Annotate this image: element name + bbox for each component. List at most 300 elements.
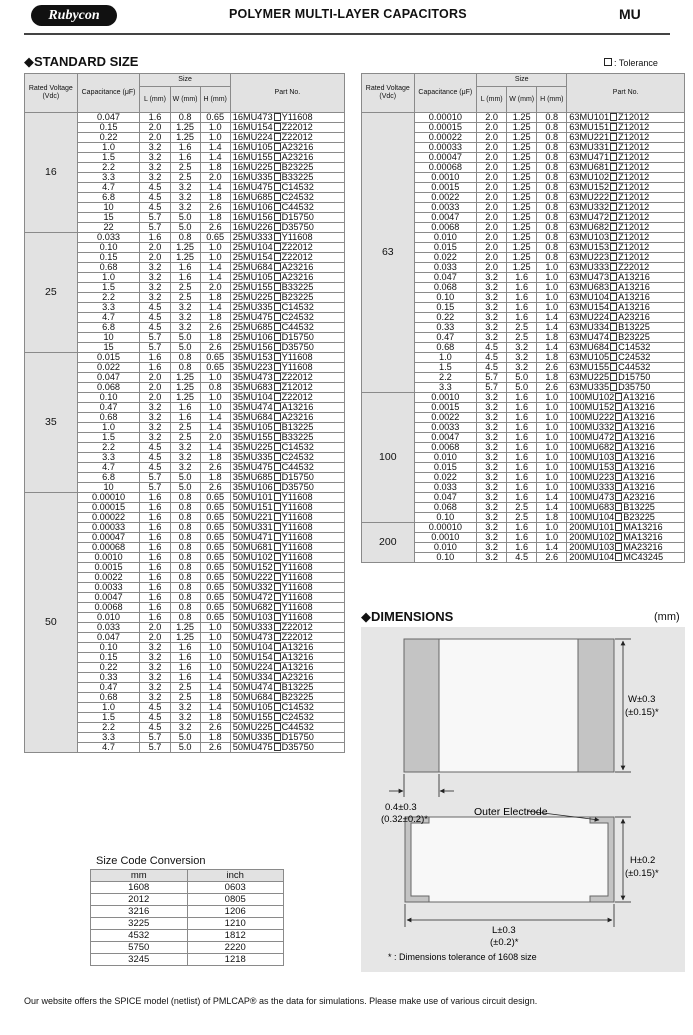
part-no-cell <box>230 393 344 403</box>
part-no-cell <box>567 483 685 493</box>
capacitance-cell: 0.00047 <box>77 533 140 543</box>
capacitance-cell: 0.10 <box>414 293 477 303</box>
size-w-cell: 3.2 <box>170 203 200 213</box>
capacitance-cell: 0.00010 <box>77 493 140 503</box>
part-no-cell <box>230 663 344 673</box>
part-suffix: B13225 <box>618 322 650 332</box>
size-h-cell: 1.8 <box>200 213 230 223</box>
part-suffix: Y11608 <box>281 552 313 562</box>
part-no-cell <box>567 413 685 423</box>
size-w-cell: 1.25 <box>170 383 200 393</box>
capacitance-cell: 0.22 <box>77 663 140 673</box>
tolerance-box-icon <box>615 543 622 551</box>
size-l-cell: 1.6 <box>140 603 170 613</box>
size-l-cell: 4.5 <box>140 203 170 213</box>
size-h-cell: 2.6 <box>200 743 230 753</box>
tolerance-legend <box>604 58 658 68</box>
size-l-cell: 2.0 <box>477 233 507 243</box>
part-no-cell <box>230 463 344 473</box>
size-w-cell: 0.8 <box>170 523 200 533</box>
size-h-cell: 1.8 <box>200 713 230 723</box>
size-h-cell: 1.8 <box>200 293 230 303</box>
part-no-cell <box>567 463 685 473</box>
part-prefix: 16MU156 <box>232 212 273 222</box>
part-suffix: Z12012 <box>618 242 650 252</box>
part-prefix: 50MU472 <box>232 592 273 602</box>
size-h-cell: 1.0 <box>200 663 230 673</box>
part-prefix: 50MU152 <box>232 562 273 572</box>
part-no-cell <box>230 383 344 393</box>
size-h-cell: 1.4 <box>200 683 230 693</box>
capacitance-cell: 0.0022 <box>414 413 477 423</box>
tolerance-box-icon <box>274 323 281 331</box>
h-tol-label: (±0.15)* <box>625 868 659 879</box>
part-prefix: 50MU335 <box>232 732 273 742</box>
size-l-cell: 3.2 <box>477 283 507 293</box>
tolerance-box-icon <box>615 413 622 421</box>
size-code-col-inch: inch <box>187 870 284 882</box>
size-h-cell: 0.8 <box>537 233 567 243</box>
part-prefix: 25MU684 <box>232 262 273 272</box>
part-prefix: 35MU475 <box>232 462 273 472</box>
capacitance-cell: 0.0068 <box>414 443 477 453</box>
size-l-cell: 1.6 <box>140 583 170 593</box>
tolerance-box-icon <box>610 233 617 241</box>
table-row <box>91 882 284 894</box>
size-l-cell: 2.0 <box>477 123 507 133</box>
size-w-cell: 3.2 <box>170 323 200 333</box>
size-code-inch: 1812 <box>187 930 284 942</box>
tolerance-box-icon <box>610 243 617 251</box>
capacitance-cell: 0.0047 <box>414 433 477 443</box>
part-no-cell <box>230 703 344 713</box>
part-no-cell <box>567 383 685 393</box>
part-suffix: Z12012 <box>618 132 650 142</box>
size-h-cell: 1.8 <box>200 693 230 703</box>
tolerance-box-icon <box>274 153 281 161</box>
part-suffix: Z22012 <box>281 632 313 642</box>
capacitance-cell: 4.7 <box>77 463 140 473</box>
size-w-cell: 0.8 <box>170 533 200 543</box>
size-w-cell: 2.5 <box>170 173 200 183</box>
part-prefix: 200MU104 <box>569 552 615 562</box>
capacitance-cell: 0.015 <box>77 353 140 363</box>
part-prefix: 50MU682 <box>232 602 273 612</box>
part-suffix: Z22012 <box>618 262 650 272</box>
col-w: W (mm) <box>170 87 200 113</box>
size-l-cell: 3.2 <box>477 293 507 303</box>
capacitance-cell: 6.8 <box>77 193 140 203</box>
part-prefix: 100MU332 <box>569 422 615 432</box>
part-suffix: C44532 <box>281 722 314 732</box>
size-h-cell: 0.65 <box>200 113 230 123</box>
part-no-cell <box>230 423 344 433</box>
size-w-cell: 1.6 <box>507 463 537 473</box>
part-no-cell <box>567 543 685 553</box>
rated-voltage-cell: 25 <box>25 233 78 353</box>
capacitance-cell: 0.047 <box>414 493 477 503</box>
size-w-cell: 3.2 <box>170 313 200 323</box>
size-w-cell: 2.5 <box>170 433 200 443</box>
part-suffix: B33225 <box>281 282 314 292</box>
size-w-cell: 2.5 <box>507 513 537 523</box>
part-suffix: B33225 <box>281 172 314 182</box>
tolerance-box-icon <box>274 743 281 751</box>
capacitance-cell: 15 <box>77 213 140 223</box>
tolerance-box-icon <box>610 383 617 391</box>
size-h-cell: 2.6 <box>200 483 230 493</box>
capacitance-cell: 3.3 <box>414 383 477 393</box>
part-prefix: 35MU153 <box>232 352 273 362</box>
size-l-cell: 3.2 <box>140 663 170 673</box>
part-suffix: MA23216 <box>623 542 663 552</box>
size-h-cell: 0.8 <box>537 213 567 223</box>
part-suffix: Y11608 <box>281 592 313 602</box>
size-w-cell: 1.6 <box>507 413 537 423</box>
size-l-cell: 3.2 <box>477 503 507 513</box>
size-code-inch: 1210 <box>187 918 284 930</box>
size-w-cell: 1.25 <box>170 123 200 133</box>
size-h-cell: 0.65 <box>200 523 230 533</box>
capacitance-cell: 0.022 <box>77 363 140 373</box>
capacitance-cell: 0.00010 <box>414 523 477 533</box>
size-h-cell: 0.65 <box>200 233 230 243</box>
size-h-cell: 1.4 <box>200 443 230 453</box>
size-l-cell: 2.0 <box>477 133 507 143</box>
size-l-cell: 1.6 <box>140 503 170 513</box>
part-no-cell <box>567 363 685 373</box>
part-suffix: Z22012 <box>281 122 313 132</box>
capacitance-cell: 2.2 <box>77 163 140 173</box>
part-suffix: MA13216 <box>623 532 663 542</box>
part-no-cell <box>567 393 685 403</box>
size-h-cell: 1.8 <box>200 453 230 463</box>
tolerance-box-icon <box>615 393 622 401</box>
size-l-cell: 2.0 <box>477 153 507 163</box>
size-h-cell: 0.65 <box>200 583 230 593</box>
tolerance-box-icon <box>610 283 617 291</box>
part-prefix: 25MU333 <box>232 232 273 242</box>
capacitance-cell: 10 <box>77 333 140 343</box>
size-w-cell: 5.0 <box>170 743 200 753</box>
part-prefix: 25MU104 <box>232 242 273 252</box>
size-code-inch: 2220 <box>187 942 284 954</box>
table-row <box>91 942 284 954</box>
size-l-cell: 3.2 <box>140 643 170 653</box>
col-capacitance: Capacitance (μF) <box>77 74 140 113</box>
tolerance-box-icon <box>274 313 281 321</box>
tolerance-box-icon <box>274 283 281 291</box>
size-h-cell: 0.65 <box>200 603 230 613</box>
part-prefix: 35MU225 <box>232 442 273 452</box>
size-l-cell: 3.2 <box>477 513 507 523</box>
size-w-cell: 0.8 <box>170 513 200 523</box>
capacitance-cell: 1.5 <box>77 713 140 723</box>
tolerance-box-icon <box>274 363 281 371</box>
l-tol-label: (±0.2)* <box>490 937 519 948</box>
tolerance-box-icon <box>274 453 281 461</box>
part-suffix: C24532 <box>281 712 314 722</box>
size-l-cell: 3.2 <box>477 303 507 313</box>
capacitance-cell: 0.0033 <box>414 423 477 433</box>
size-l-cell: 3.2 <box>477 473 507 483</box>
part-prefix: 25MU105 <box>232 272 273 282</box>
size-l-cell: 3.2 <box>477 273 507 283</box>
dimensions-heading: ◆DIMENSIONS <box>361 609 454 624</box>
part-no-cell <box>230 263 344 273</box>
size-l-cell: 4.5 <box>140 183 170 193</box>
size-h-cell: 0.8 <box>537 253 567 263</box>
part-prefix: 35MU106 <box>232 482 273 492</box>
part-suffix: Y11608 <box>281 602 313 612</box>
size-h-cell: 1.0 <box>200 633 230 643</box>
size-h-cell: 1.4 <box>200 423 230 433</box>
part-prefix: 63MU152 <box>569 182 610 192</box>
part-prefix: 50MU475 <box>232 742 273 752</box>
size-h-cell: 2.6 <box>200 223 230 233</box>
part-no-cell <box>567 173 685 183</box>
size-h-cell: 1.8 <box>200 473 230 483</box>
capacitance-cell: 0.022 <box>414 473 477 483</box>
part-prefix: 63MU681 <box>569 162 610 172</box>
capacitance-cell: 0.0010 <box>414 393 477 403</box>
capacitance-cell: 0.00068 <box>77 543 140 553</box>
capacitance-cell: 6.8 <box>77 323 140 333</box>
part-no-cell <box>230 643 344 653</box>
part-suffix: Y11608 <box>281 582 313 592</box>
part-prefix: 63MU331 <box>569 142 610 152</box>
part-no-cell <box>230 363 344 373</box>
size-l-cell: 1.6 <box>140 493 170 503</box>
size-w-cell: 3.2 <box>170 453 200 463</box>
size-h-cell: 1.0 <box>537 273 567 283</box>
part-no-cell <box>567 193 685 203</box>
rated-voltage-cell: 200 <box>362 523 415 563</box>
part-no-cell <box>230 733 344 743</box>
part-suffix: Z12012 <box>618 152 650 162</box>
part-suffix: C14532 <box>281 302 314 312</box>
size-l-cell: 1.6 <box>140 593 170 603</box>
tolerance-box-icon <box>274 133 281 141</box>
col-h: H (mm) <box>537 87 567 113</box>
size-h-cell: 2.6 <box>200 463 230 473</box>
size-l-cell: 3.2 <box>140 673 170 683</box>
size-h-cell: 1.0 <box>537 433 567 443</box>
capacitance-cell: 0.010 <box>414 453 477 463</box>
capacitance-cell: 4.7 <box>77 313 140 323</box>
size-h-cell: 1.0 <box>537 463 567 473</box>
size-w-cell: 0.8 <box>170 503 200 513</box>
series-name: MU <box>619 6 641 22</box>
size-l-cell: 4.5 <box>140 443 170 453</box>
size-l-cell: 1.6 <box>140 113 170 123</box>
part-suffix: Z12012 <box>618 162 650 172</box>
standard-size-table-left <box>24 73 345 753</box>
part-prefix: 100MU683 <box>569 502 615 512</box>
part-prefix: 100MU153 <box>569 462 615 472</box>
size-l-cell: 3.2 <box>477 543 507 553</box>
part-prefix: 16MU685 <box>232 192 273 202</box>
part-no-cell <box>230 403 344 413</box>
e-label: 0.4±0.3 <box>385 802 417 813</box>
capacitance-cell: 0.22 <box>77 133 140 143</box>
size-h-cell: 0.8 <box>537 243 567 253</box>
size-h-cell: 1.4 <box>200 183 230 193</box>
standard-size-table-right <box>361 73 685 563</box>
part-suffix: A13216 <box>623 422 655 432</box>
size-w-cell: 1.25 <box>507 193 537 203</box>
part-suffix: Y11608 <box>281 562 313 572</box>
size-h-cell: 1.4 <box>200 263 230 273</box>
capacitance-cell: 0.0010 <box>414 533 477 543</box>
col-size: Size <box>140 74 230 87</box>
size-w-cell: 3.2 <box>507 343 537 353</box>
part-suffix: Z22012 <box>281 132 313 142</box>
tolerance-box-icon <box>610 323 617 331</box>
table-row <box>362 393 685 403</box>
part-prefix: 35MU683 <box>232 382 273 392</box>
part-no-cell <box>230 653 344 663</box>
size-l-cell: 3.2 <box>140 273 170 283</box>
part-prefix: 35MU105 <box>232 422 273 432</box>
capacitance-cell: 0.0068 <box>77 603 140 613</box>
capacitance-cell: 0.0015 <box>77 563 140 573</box>
size-w-cell: 5.0 <box>170 473 200 483</box>
capacitance-cell: 0.47 <box>414 333 477 343</box>
tolerance-box-icon <box>610 313 617 321</box>
size-h-cell: 1.4 <box>200 273 230 283</box>
part-prefix: 50MU331 <box>232 522 273 532</box>
part-no-cell <box>230 523 344 533</box>
size-l-cell: 2.0 <box>477 253 507 263</box>
tolerance-box-icon <box>274 243 281 251</box>
size-w-cell: 1.25 <box>507 173 537 183</box>
size-code-mm: 1608 <box>91 882 188 894</box>
size-h-cell: 1.4 <box>200 303 230 313</box>
size-w-cell: 1.25 <box>170 373 200 383</box>
tolerance-box-icon <box>274 173 281 181</box>
capacitance-cell: 1.5 <box>77 153 140 163</box>
part-no-cell <box>230 543 344 553</box>
size-l-cell: 2.0 <box>477 143 507 153</box>
size-l-cell: 2.0 <box>140 623 170 633</box>
tolerance-box-icon <box>274 543 281 551</box>
tolerance-box-icon <box>615 423 622 431</box>
part-suffix: C24532 <box>281 192 314 202</box>
rated-voltage-cell: 63 <box>362 113 415 393</box>
size-h-cell: 1.4 <box>200 673 230 683</box>
tolerance-box-icon <box>610 253 617 261</box>
size-w-cell: 1.6 <box>170 653 200 663</box>
size-w-cell: 2.5 <box>507 323 537 333</box>
part-prefix: 100MU152 <box>569 402 615 412</box>
size-h-cell: 0.65 <box>200 513 230 523</box>
table-row <box>25 233 345 243</box>
tolerance-box-icon <box>274 483 281 491</box>
capacitance-cell: 0.68 <box>77 693 140 703</box>
capacitance-cell: 0.10 <box>77 393 140 403</box>
part-suffix: A23216 <box>281 412 314 422</box>
part-prefix: 63MU155 <box>569 362 610 372</box>
part-suffix: C14532 <box>281 182 314 192</box>
part-no-cell <box>230 233 344 243</box>
size-w-cell: 5.0 <box>507 373 537 383</box>
capacitance-cell: 0.0047 <box>77 593 140 603</box>
part-prefix: 50MU225 <box>232 722 273 732</box>
part-no-cell <box>230 253 344 263</box>
size-w-cell: 1.6 <box>507 273 537 283</box>
size-h-cell: 0.65 <box>200 533 230 543</box>
part-no-cell <box>567 293 685 303</box>
tolerance-box-icon <box>615 453 622 461</box>
part-no-cell <box>567 403 685 413</box>
part-prefix: 50MU334 <box>232 672 273 682</box>
size-l-cell: 3.2 <box>140 293 170 303</box>
capacitance-cell: 0.068 <box>414 283 477 293</box>
capacitance-cell: 0.015 <box>414 243 477 253</box>
size-h-cell: 1.8 <box>537 353 567 363</box>
size-w-cell: 1.6 <box>507 523 537 533</box>
part-no-cell <box>230 483 344 493</box>
part-suffix: A13216 <box>618 302 650 312</box>
size-w-cell: 1.25 <box>507 183 537 193</box>
capacitance-cell: 0.68 <box>77 263 140 273</box>
size-l-cell: 4.5 <box>140 703 170 713</box>
tolerance-box-icon <box>274 433 281 441</box>
part-no-cell <box>567 503 685 513</box>
size-l-cell: 2.0 <box>477 183 507 193</box>
part-prefix: 100MU223 <box>569 472 615 482</box>
size-h-cell: 1.8 <box>537 373 567 383</box>
size-w-cell: 3.2 <box>507 363 537 373</box>
part-prefix: 25MU335 <box>232 302 273 312</box>
size-h-cell: 0.65 <box>200 573 230 583</box>
size-w-cell: 1.6 <box>507 313 537 323</box>
part-prefix: 63MU154 <box>569 302 610 312</box>
tolerance-box-icon <box>274 693 281 701</box>
part-prefix: 25MU106 <box>232 332 273 342</box>
part-no-cell <box>230 273 344 283</box>
tolerance-box-icon <box>274 353 281 361</box>
size-w-cell: 1.6 <box>170 153 200 163</box>
size-w-cell: 1.25 <box>507 223 537 233</box>
part-prefix: 63MU334 <box>569 322 610 332</box>
part-suffix: A13216 <box>281 642 314 652</box>
size-h-cell: 1.0 <box>537 293 567 303</box>
part-prefix: 63MU105 <box>569 352 610 362</box>
size-l-cell: 5.7 <box>477 383 507 393</box>
part-no-cell <box>567 333 685 343</box>
part-no-cell <box>567 163 685 173</box>
size-h-cell: 1.4 <box>200 413 230 423</box>
size-h-cell: 0.65 <box>200 503 230 513</box>
tolerance-box-icon <box>615 513 622 521</box>
tolerance-box-icon <box>274 553 281 561</box>
capacitance-cell: 0.0047 <box>414 213 477 223</box>
capacitance-cell: 0.047 <box>77 633 140 643</box>
size-l-cell: 3.2 <box>140 423 170 433</box>
size-code-mm: 3216 <box>91 906 188 918</box>
part-prefix: 63MU225 <box>569 372 610 382</box>
electrode-right <box>578 639 614 772</box>
capacitance-cell: 0.0010 <box>77 553 140 563</box>
part-suffix: D35750 <box>281 482 314 492</box>
capacitance-cell: 0.00015 <box>414 123 477 133</box>
size-code-title: Size Code Conversion <box>96 855 206 867</box>
size-w-cell: 1.6 <box>507 453 537 463</box>
size-h-cell: 1.4 <box>537 503 567 513</box>
size-l-cell: 4.5 <box>140 313 170 323</box>
